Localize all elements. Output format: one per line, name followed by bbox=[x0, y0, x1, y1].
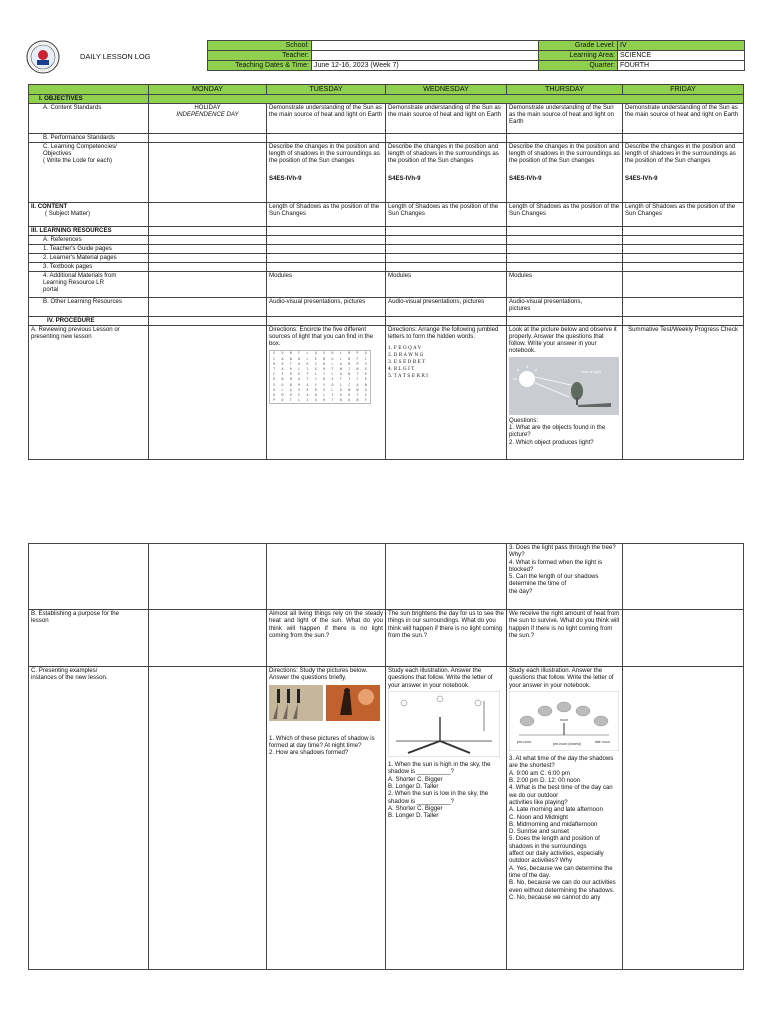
grid-letter: U bbox=[331, 356, 334, 361]
tue-competency bbox=[267, 142, 386, 202]
grid-letter: S bbox=[273, 351, 276, 356]
cell bbox=[623, 244, 744, 253]
cell bbox=[149, 133, 267, 142]
cell bbox=[623, 253, 744, 262]
grid-letter: R bbox=[273, 377, 276, 382]
grid-letter: H bbox=[289, 392, 292, 397]
grid-letter: B bbox=[339, 398, 342, 403]
thu-avp: Audio-visual presentations, pictures bbox=[507, 297, 623, 316]
grid-letter: E bbox=[298, 372, 301, 377]
thu-purpose: We receive the right amount of heat from the sun to survive. What do you think will happen if there is no light coming from the sun.? bbox=[507, 610, 623, 667]
grid-letter: T bbox=[289, 361, 292, 366]
grid-letter: H bbox=[323, 398, 326, 403]
wed-purpose: The sun brightens the day for us to see the things in our surroundings. What do you think will happen if there is no light coming from the sun.? bbox=[386, 610, 507, 667]
competency-code: S4ES-IVh-9 bbox=[625, 175, 658, 183]
competency-text: Describe the changes in the position and length of shadows in the surroundings as the position of the Sun changes bbox=[269, 142, 380, 165]
grid-letter: L bbox=[323, 392, 326, 397]
grade-label: Grade Level: bbox=[539, 41, 618, 51]
cell bbox=[507, 226, 623, 235]
grid-letter: G bbox=[364, 366, 367, 371]
dates-value: June 12-16, 2023 (Week 7) bbox=[312, 61, 539, 71]
grid-letter: L bbox=[339, 351, 342, 356]
thu-content-standard: Demonstrate understanding of the Sun as the main source of heat and light on Earth bbox=[507, 103, 623, 133]
grid-letter: H bbox=[323, 366, 326, 371]
thu-review-text: Look at the picture below and observe it properly. Answer the questions that follow. Write your answer in your notebook. bbox=[509, 325, 617, 355]
jumbled-word: 4. R L G I T bbox=[388, 367, 415, 373]
diagram-label: late noon bbox=[595, 739, 610, 744]
grid-letter: A bbox=[356, 382, 359, 387]
grid-letter: D bbox=[298, 356, 301, 361]
competency-code: S4ES-IVh-9 bbox=[269, 175, 302, 183]
jumbled-words bbox=[388, 345, 504, 380]
cell bbox=[386, 316, 507, 325]
grid-letter: L bbox=[331, 361, 334, 366]
thu-presenting bbox=[507, 667, 623, 970]
grid-letter: R bbox=[273, 392, 276, 397]
grid-letter: N bbox=[356, 366, 359, 371]
night-shadow-picture bbox=[326, 685, 380, 721]
grid-letter: S bbox=[323, 351, 326, 356]
cell bbox=[507, 316, 623, 325]
cell bbox=[623, 262, 744, 271]
thu-review-questions: Questions: 1. What are the objects found in the picture? 2. Which object produces light? bbox=[509, 416, 606, 446]
reviewing-label: A. Reviewing previous Lesson or presenting new lesson bbox=[29, 325, 149, 459]
fri-content: Length of Shadows as the position of the Sun Changes bbox=[623, 202, 744, 226]
cell bbox=[623, 316, 744, 325]
tue-modules: Modules bbox=[267, 271, 386, 297]
grid-letter: L bbox=[298, 366, 301, 371]
grid-letter: R bbox=[306, 361, 309, 366]
jumbled-word: 5. T A T S E R R I bbox=[388, 374, 428, 380]
grid-letter: E bbox=[364, 372, 367, 377]
grid-letter: R bbox=[273, 361, 276, 366]
grid-letter: Y bbox=[314, 382, 317, 387]
grid-letter: T bbox=[331, 366, 334, 371]
cell bbox=[623, 544, 744, 610]
grid-letter: A bbox=[306, 392, 309, 397]
thu-review-continued: 3. Does the light pass through the tree? Why? 4. What is formed when the light is blocked? 5. Can the length of our shadows determine the time of the day? bbox=[507, 544, 623, 610]
cell bbox=[507, 253, 623, 262]
grid-letter: H bbox=[331, 351, 334, 356]
monday-holiday bbox=[149, 103, 267, 133]
cell bbox=[149, 297, 267, 316]
grid-letter: P bbox=[356, 361, 359, 366]
thu-presenting-questions: 3. At what time of the day the shadows are the shortest? A. 9:00 am C. 6:00 pm B. 2:00 pm D. 12: 00 noon 4. What is the best time of the day can we do our outdoor activities like playing? A. Late morning and late afternoon C. Noon and Midnight B. Midmorning and midafternoon D. Sunrise and sunset 5. Does the length and position of shadows in the surroundings affect our daily activities, especially outdoor activities? Why A. Yes, because we can determine the time of the day. B. No, because we can do our activities even without determining the shadows. C. No, because we cannot do any bbox=[509, 755, 616, 901]
grid-letter: A bbox=[314, 351, 317, 356]
picture-caption: Sun of light bbox=[581, 368, 602, 374]
cell bbox=[623, 226, 744, 235]
tg-label: 1. Teacher's Guide pages bbox=[29, 244, 149, 253]
tue-review-text: Directions: Encircle the five different sources of light that you can find in the box. bbox=[269, 325, 373, 348]
day-wednesday: WEDNESDAY bbox=[386, 85, 507, 95]
grid-letter: L bbox=[306, 356, 309, 361]
wed-review-text: Directions: Arrange the following jumbled letters to form the hidden words. bbox=[388, 325, 499, 340]
grid-letter: O bbox=[348, 398, 351, 403]
wed-content: Length of Shadows as the position of the Sun Changes bbox=[386, 202, 507, 226]
cell bbox=[386, 235, 507, 244]
lesson-table-continued bbox=[28, 543, 744, 970]
grid-letter: G bbox=[323, 387, 326, 392]
grid-letter: T bbox=[356, 372, 359, 377]
day-friday: FRIDAY bbox=[623, 85, 744, 95]
grid-letter: O bbox=[364, 351, 367, 356]
grid-letter: M bbox=[289, 377, 292, 382]
cell bbox=[267, 235, 386, 244]
grid-letter: M bbox=[348, 361, 351, 366]
cell bbox=[267, 262, 386, 271]
cell bbox=[507, 244, 623, 253]
grid-letter: T bbox=[331, 398, 334, 403]
grid-letter: I bbox=[331, 392, 334, 397]
competency-text: Describe the changes in the position and length of shadows in the surroundings as the position of the Sun changes bbox=[388, 142, 499, 165]
document-title: DAILY LESSON LOG bbox=[80, 52, 151, 61]
grid-letter: C bbox=[314, 361, 317, 366]
grid-letter: T bbox=[289, 398, 292, 403]
sun-angle-diagram bbox=[388, 691, 504, 759]
grid-letter: P bbox=[273, 398, 276, 403]
cell bbox=[29, 544, 149, 610]
grid-letter: M bbox=[348, 351, 351, 356]
presenting-label: C. Presenting examples/ instances of the new lesson. bbox=[29, 667, 149, 970]
word-search-grid bbox=[269, 350, 371, 404]
thu-content: Length of Shadows as the position of the Sun Changes bbox=[507, 202, 623, 226]
grid-letter: L bbox=[306, 351, 309, 356]
area-value: SCIENCE bbox=[618, 51, 745, 61]
cell bbox=[386, 544, 507, 610]
deped-seal bbox=[26, 40, 60, 74]
quarter-label: Quarter: bbox=[539, 61, 618, 71]
wed-content-standard: Demonstrate understanding of the Sun as the main source of heat and light on Earth bbox=[386, 103, 507, 133]
cell bbox=[267, 253, 386, 262]
grid-letter: E bbox=[314, 356, 317, 361]
grid-letter: A bbox=[306, 382, 309, 387]
grid-letter: F bbox=[298, 351, 301, 356]
tue-avp: Audio-visual presentations, pictures bbox=[267, 297, 386, 316]
grid-letter: T bbox=[306, 377, 309, 382]
grid-letter: N bbox=[348, 372, 351, 377]
objectives-heading: I. OBJECTIVES bbox=[29, 94, 149, 103]
cell bbox=[623, 610, 744, 667]
thu-modules: Modules bbox=[507, 271, 623, 297]
performance-standards-label: B. Performance Standards bbox=[29, 133, 149, 142]
cell bbox=[267, 316, 386, 325]
cell bbox=[149, 226, 267, 235]
additional-label: 4. Additional Materials from Learning Resource LR portal bbox=[29, 271, 149, 297]
grid-letter: A bbox=[289, 387, 292, 392]
cell bbox=[386, 253, 507, 262]
grid-letter: F bbox=[364, 398, 367, 403]
grid-letter: L bbox=[339, 382, 342, 387]
grid-letter: U bbox=[281, 351, 284, 356]
competencies-label: C. Learning Competencies/ Objectives ( Write the Lode for each) bbox=[29, 142, 149, 202]
subject-matter: ( Subject Matter) bbox=[45, 209, 91, 217]
fri-competency bbox=[623, 142, 744, 202]
cell bbox=[507, 133, 623, 142]
cell bbox=[149, 325, 267, 459]
wed-avp: Audio-visual presentations, pictures bbox=[386, 297, 507, 316]
grid-letter: G bbox=[314, 366, 317, 371]
grid-letter: S bbox=[273, 382, 276, 387]
grid-letter: R bbox=[314, 387, 317, 392]
grid-letter: O bbox=[298, 361, 301, 366]
grid-letter: O bbox=[331, 382, 334, 387]
grid-letter: H bbox=[323, 377, 326, 382]
grid-letter: G bbox=[314, 398, 317, 403]
other-label: B. Other Learning Resources bbox=[29, 297, 149, 316]
grid-letter: E bbox=[281, 361, 284, 366]
textbook-label: 3. Textbook pages bbox=[29, 262, 149, 271]
grid-letter: L bbox=[331, 387, 334, 392]
grid-letter: U bbox=[281, 382, 284, 387]
cell bbox=[149, 244, 267, 253]
sun-tree-picture bbox=[509, 357, 619, 415]
grid-letter: N bbox=[364, 382, 367, 387]
grid-letter: F bbox=[273, 372, 276, 377]
establishing-label: B. Establishing a purpose for the lesson bbox=[29, 610, 149, 667]
cell bbox=[386, 133, 507, 142]
grid-letter: T bbox=[339, 377, 342, 382]
grid-letter: O bbox=[339, 387, 342, 392]
wed-competency bbox=[386, 142, 507, 202]
cell bbox=[507, 235, 623, 244]
grade-value: IV bbox=[618, 41, 745, 51]
cell bbox=[267, 544, 386, 610]
area-label: Learning Area: bbox=[539, 51, 618, 61]
fri-content-standard: Demonstrate understanding of the Sun as the main source of heat and light on Earth bbox=[623, 103, 744, 133]
grid-letter: S bbox=[298, 387, 301, 392]
cell bbox=[386, 262, 507, 271]
grid-letter: V bbox=[323, 382, 326, 387]
cell bbox=[623, 297, 744, 316]
competency-code: S4ES-IVh-9 bbox=[388, 175, 421, 183]
wed-presenting bbox=[386, 667, 507, 970]
tue-presenting-text: Directions: Study the pictures below. Answer the questions briefly. bbox=[269, 667, 368, 682]
grid-letter: I bbox=[306, 366, 309, 371]
cell bbox=[623, 133, 744, 142]
cell bbox=[267, 133, 386, 142]
cell bbox=[149, 271, 267, 297]
competency-text: Describe the changes in the position and length of shadows in the surroundings as the position of the Sun changes bbox=[625, 142, 736, 165]
grid-letter: A bbox=[339, 372, 342, 377]
grid-letter: I bbox=[306, 398, 309, 403]
grid-letter: C bbox=[314, 377, 317, 382]
grid-letter: A bbox=[281, 366, 284, 371]
grid-letter: T bbox=[273, 366, 276, 371]
grid-letter: C bbox=[273, 356, 276, 361]
school-label: School: bbox=[208, 41, 312, 51]
cell bbox=[149, 544, 267, 610]
grid-letter: I bbox=[348, 366, 351, 371]
grid-letter: A bbox=[298, 377, 301, 382]
wed-modules: Modules bbox=[386, 271, 507, 297]
grid-letter: N bbox=[289, 356, 292, 361]
jumbled-word: 2. D R A W N G bbox=[388, 353, 424, 359]
content-standards-label: A. Content Standards bbox=[29, 103, 149, 133]
grid-letter: G bbox=[339, 392, 342, 397]
grid-letter: F bbox=[306, 372, 309, 377]
grid-letter: R bbox=[298, 382, 301, 387]
cell bbox=[149, 316, 267, 325]
diagram-label: noon bbox=[560, 717, 568, 722]
cell bbox=[149, 262, 267, 271]
grid-letter: B bbox=[348, 356, 351, 361]
grid-letter: R bbox=[289, 366, 292, 371]
grid-letter: L bbox=[314, 372, 317, 377]
content-label bbox=[29, 202, 149, 226]
cell bbox=[623, 271, 744, 297]
grid-letter: H bbox=[348, 392, 351, 397]
thu-review bbox=[507, 325, 623, 459]
objectives-band bbox=[149, 94, 744, 103]
grid-letter: E bbox=[298, 392, 301, 397]
grid-letter: I bbox=[281, 372, 284, 377]
diagram-label: pre-noon bbox=[517, 739, 532, 744]
cell bbox=[149, 202, 267, 226]
grid-letter: S bbox=[331, 377, 334, 382]
grid-letter: O bbox=[273, 387, 276, 392]
cell bbox=[386, 226, 507, 235]
cell bbox=[149, 235, 267, 244]
wed-review bbox=[386, 325, 507, 459]
grid-letter: N bbox=[281, 377, 284, 382]
holiday-text: HOLIDAY bbox=[194, 103, 221, 111]
day-shadow-picture bbox=[269, 685, 323, 721]
grid-letter: F bbox=[356, 356, 359, 361]
independence-day-text: INDEPENDENCE DAY bbox=[176, 110, 239, 118]
grid-letter: N bbox=[289, 351, 292, 356]
grid-letter: R bbox=[289, 372, 292, 377]
wed-presenting-text: Study each illustration. Answer the questions that follow. Write the letter of your answer in your notebook. bbox=[388, 667, 493, 689]
grid-letter: E bbox=[306, 387, 309, 392]
day-monday: MONDAY bbox=[149, 85, 267, 95]
grid-letter: I bbox=[348, 377, 351, 382]
day-tuesday: TUESDAY bbox=[267, 85, 386, 95]
content-heading: II. CONTENT bbox=[31, 202, 68, 210]
grid-letter: W bbox=[348, 387, 351, 392]
tue-review bbox=[267, 325, 386, 459]
grid-letter: A bbox=[281, 356, 284, 361]
grid-letter: I bbox=[364, 356, 367, 361]
grid-letter: B bbox=[323, 356, 326, 361]
grid-letter: L bbox=[281, 387, 284, 392]
grid-letter: L bbox=[339, 356, 342, 361]
grid-letter: Y bbox=[323, 372, 326, 377]
sun-path-diagram bbox=[509, 691, 620, 753]
tue-content: Length of Shadows as the position of the Sun Changes bbox=[267, 202, 386, 226]
cell bbox=[623, 235, 744, 244]
teacher-label: Teacher: bbox=[208, 51, 312, 61]
teacher-value bbox=[312, 51, 539, 61]
cell bbox=[507, 262, 623, 271]
cell bbox=[267, 244, 386, 253]
grid-letter: O bbox=[364, 387, 367, 392]
diagram-label: pre-noon (lowest) bbox=[553, 741, 581, 746]
thu-competency bbox=[507, 142, 623, 202]
grid-letter: L bbox=[298, 398, 301, 403]
cell bbox=[623, 667, 744, 970]
lesson-table bbox=[28, 84, 744, 460]
grid-letter: H bbox=[323, 361, 326, 366]
competency-text: Describe the changes in the position and length of shadows in the surroundings as the position of the Sun changes bbox=[509, 142, 620, 165]
jumbled-word: 1. F E O Q A V bbox=[388, 346, 422, 352]
competency-code: S4ES-IVh-9 bbox=[509, 175, 542, 183]
grid-letter: N bbox=[339, 366, 342, 371]
cell bbox=[149, 610, 267, 667]
day-thursday: THURSDAY bbox=[507, 85, 623, 95]
grid-letter: K bbox=[364, 377, 367, 382]
grid-letter: T bbox=[356, 392, 359, 397]
resources-heading: III. LEARNING RESOURCES bbox=[29, 226, 149, 235]
cell bbox=[149, 142, 267, 202]
corner-cell bbox=[29, 85, 149, 95]
lm-label: 2. Learner's Material pages bbox=[29, 253, 149, 262]
grid-letter: C bbox=[356, 377, 359, 382]
grid-letter: W bbox=[356, 387, 359, 392]
grid-letter: O bbox=[281, 398, 284, 403]
cell bbox=[386, 244, 507, 253]
cell bbox=[149, 667, 267, 970]
references-label: A. References bbox=[29, 235, 149, 244]
grid-letter: N bbox=[356, 398, 359, 403]
procedure-heading: IV. PROCEDURE bbox=[29, 316, 149, 325]
dates-label: Teaching Dates & Time: bbox=[208, 61, 312, 71]
grid-letter: P bbox=[356, 351, 359, 356]
shadow-pictures bbox=[269, 685, 383, 721]
thu-presenting-text: Study each illustration. Answer the questions that follow. Write the letter of your answer in your notebook. bbox=[509, 667, 614, 689]
grid-letter: M bbox=[281, 392, 284, 397]
grid-letter: L bbox=[331, 372, 334, 377]
grid-letter: S bbox=[364, 392, 367, 397]
fri-review: Summative Test/Weekly Progress Check bbox=[623, 325, 744, 459]
grid-letter: N bbox=[289, 382, 292, 387]
tue-content-standard: Demonstrate understanding of the Sun as the main source of heat and light on Earth bbox=[267, 103, 386, 133]
wed-presenting-questions: 1. When the sun is high in the sky, the shadow is __________? A. Shorter C. Bigger B. Longer D. Taller 2. When the sun is low in the sky, the shadow is __________? A. Shorter C. Bigger B. Longer D. Taller bbox=[388, 761, 491, 820]
grid-letter: D bbox=[314, 392, 317, 397]
school-value bbox=[312, 41, 539, 51]
quarter-value: FOURTH bbox=[618, 61, 745, 71]
header-table bbox=[207, 40, 745, 71]
tue-presenting-questions: 1. Which of these pictures of shadow is formed at day time? At night time? 2. How are shadows formed? bbox=[269, 734, 375, 757]
tue-presenting bbox=[267, 667, 386, 970]
jumbled-word: 3. E S E D R E T bbox=[388, 360, 426, 366]
cell bbox=[149, 253, 267, 262]
cell bbox=[267, 226, 386, 235]
tue-purpose: Almost all living things rely on the steady heat and light of the sun. What do you think will happen if there is no light coming from the sun.? bbox=[267, 610, 386, 667]
grid-letter: S bbox=[364, 361, 367, 366]
grid-letter: A bbox=[339, 361, 342, 366]
grid-letter: C bbox=[348, 382, 351, 387]
